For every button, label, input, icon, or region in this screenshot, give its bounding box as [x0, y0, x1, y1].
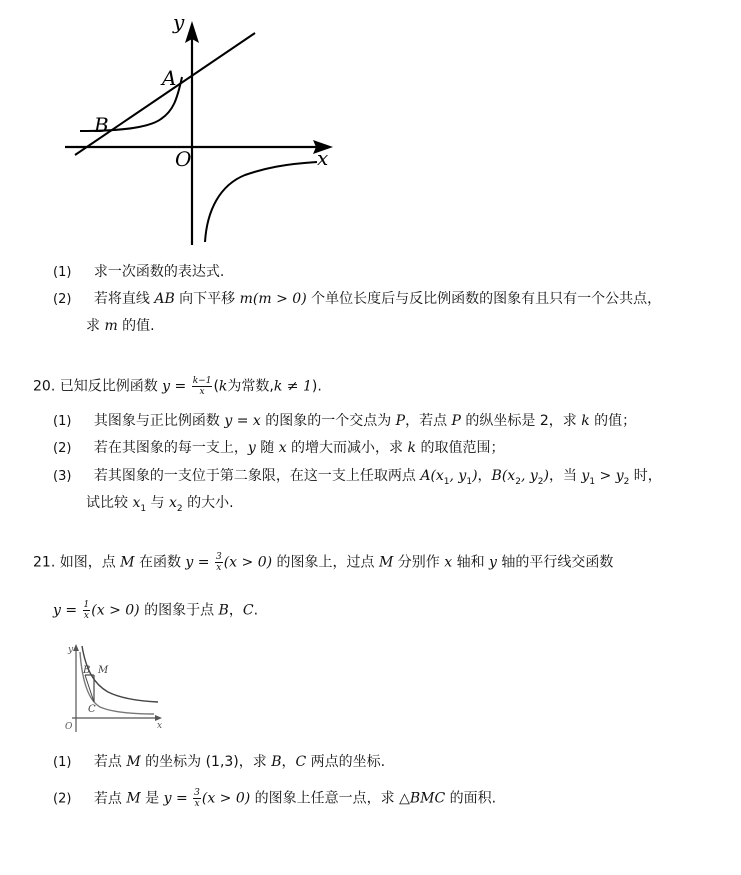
y-axis-label: y — [68, 645, 74, 655]
point-c-label: C — [88, 704, 96, 715]
q20-part3-line1: (3) 若其图象的一支位于第二象限，在这一支上任取两点 $A(x_1$, $y_1$)，$B(x_2$, $y_2$)，当 $y_1 > y_2$ 时， — [53, 468, 662, 487]
point-b-label: B — [83, 665, 91, 676]
y-axis-label: y — [173, 10, 185, 34]
q21-stem-line2: y = $\frac{1}{x}$ (x > 0) 的图象于点 B，C. — [53, 600, 259, 621]
part-text: 求一次函数的表达式. — [93, 264, 225, 280]
q19-part1 — [53, 263, 224, 282]
origin-label: O — [65, 722, 73, 732]
q20-part1: (1) 其图象与正比例函数 y = x 的图象的一个交点为 P，若点 P 的纵坐标是 2，求 k 的值； — [53, 413, 637, 429]
part-number: (2) — [53, 292, 72, 307]
x-axis-label: x — [157, 721, 163, 731]
x-axis-label: x — [317, 146, 329, 170]
q20-stem: 20. 已知反比例函数 y = $\frac{k-1}{x}$ (k为常数,k ≠ 1). — [33, 376, 322, 397]
q21-part2: (2) 若点 M 是 y = $\frac{3}{x}$ (x > 0) 的图象上任意一点，求 △BMC 的面积. — [53, 788, 497, 809]
q21-part1: (1) 若点 M 的坐标为 (1,3)，求 B，C 两点的坐标. — [53, 754, 386, 770]
figure-linear-and-inverse — [55, 5, 345, 250]
y-axis-arrow-icon — [73, 644, 79, 651]
q20-part2: (2) 若在其图象的每一支上，y 随 x 的增大而减小，求 k 的取值范围； — [53, 440, 505, 456]
point-b-label: B — [94, 113, 109, 137]
point-a-label: A — [162, 66, 177, 90]
fraction: $\frac{k-1}{x}$ — [192, 376, 212, 397]
q19-part2-line1: (2) 若将直线 AB 向下平移 m(m > 0) 个单位长度后与反比例函数的图象有且只有一个公共点， — [53, 291, 662, 307]
fraction: $\frac{1}{x}$ — [83, 600, 90, 621]
fraction: $\frac{3}{x}$ — [215, 552, 222, 573]
fraction: $\frac{3}{x}$ — [194, 788, 200, 809]
figure-two-hyperbolas — [58, 640, 168, 735]
q19-part2-line2: 求 m 的值. — [86, 318, 155, 334]
part-number: (1) — [53, 265, 72, 280]
point-m-label: M — [98, 665, 109, 676]
origin-label: O — [175, 147, 192, 171]
q20-part3-line2: 试比较 $x_1$ 与 $x_2$ 的大小. — [86, 495, 234, 514]
hyperbola-branch-right — [205, 162, 317, 242]
q21-stem-line1: 21. 如图，点 M 在函数 y = $\frac{3}{x}$ (x > 0) 的图象上，过点 M 分别作 x 轴和 y 轴的平行线交函数 — [33, 552, 614, 573]
